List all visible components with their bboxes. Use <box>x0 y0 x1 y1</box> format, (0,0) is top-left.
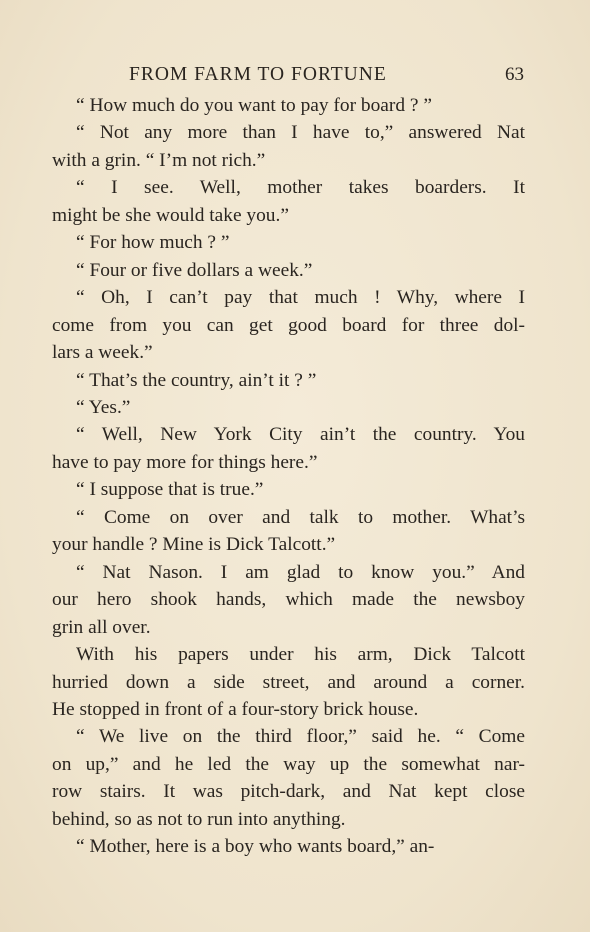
text-line: “ Come on over and talk to mother. What’s <box>76 506 525 528</box>
text-line: our hero shook hands, which made the newsboy <box>52 589 525 611</box>
page-header <box>52 60 524 90</box>
paragraph <box>52 284 525 366</box>
text-line: row stairs. It was pitch-dark, and Nat kept close <box>52 781 525 803</box>
text-line: “ Well, New York City ain’t the country. You <box>76 424 525 446</box>
text-line: might be she would take you.” <box>52 204 289 226</box>
paragraph <box>52 119 525 174</box>
text-line: with a grin. “ I’m not rich.” <box>52 149 266 171</box>
paragraph <box>52 476 525 503</box>
body-text <box>52 92 525 861</box>
paragraph <box>52 174 525 229</box>
text-line: hurried down a side street, and around a corner. <box>52 671 525 693</box>
page-number: 63 <box>505 64 524 85</box>
text-line: have to pay more for things here.” <box>52 451 318 473</box>
text-line: come from you can get good board for three dol- <box>52 314 525 336</box>
text-line: “ Oh, I can’t pay that much ! Why, where I <box>76 287 525 309</box>
paragraph <box>52 257 525 284</box>
paragraph <box>52 394 525 421</box>
text-line: “ Not any more than I have to,” answered Nat <box>76 122 525 144</box>
paragraph <box>52 641 525 723</box>
text-line: on up,” and he led the way up the somewhat nar- <box>52 753 525 775</box>
paragraph <box>52 833 525 860</box>
text-line: your handle ? Mine is Dick Talcott.” <box>52 534 336 556</box>
text-line: He stopped in front of a four-story brick house. <box>52 698 419 720</box>
paragraph <box>52 421 525 476</box>
text-line: lars a week.” <box>52 342 153 364</box>
text-line: “ I suppose that is true.” <box>76 479 264 501</box>
paragraph <box>52 723 525 833</box>
paragraph <box>52 367 525 394</box>
text-line: “ How much do you want to pay for board ? ” <box>76 95 432 116</box>
paragraph <box>52 229 525 256</box>
text-line: grin all over. <box>52 616 151 638</box>
text-line: behind, so as not to run into anything. <box>52 808 346 830</box>
text-line: “ Nat Nason. I am glad to know you.” And <box>76 561 525 583</box>
text-line: “ I see. Well, mother takes boarders. It <box>76 177 525 199</box>
text-line: With his papers under his arm, Dick Talcott <box>76 644 525 666</box>
text-line: “ For how much ? ” <box>76 232 230 254</box>
text-line: “ Mother, here is a boy who wants board,” an- <box>76 836 435 858</box>
text-line: “ We live on the third floor,” said he. “ Come <box>76 726 525 748</box>
paragraph <box>52 504 525 559</box>
text-line: “ Yes.” <box>76 396 131 418</box>
text-line: “ Four or five dollars a week.” <box>76 259 313 281</box>
paragraph <box>52 92 525 119</box>
paragraph <box>52 559 525 641</box>
text-line: “ That’s the country, ain’t it ? ” <box>76 369 317 391</box>
running-title: FROM FARM TO FORTUNE <box>129 64 387 85</box>
